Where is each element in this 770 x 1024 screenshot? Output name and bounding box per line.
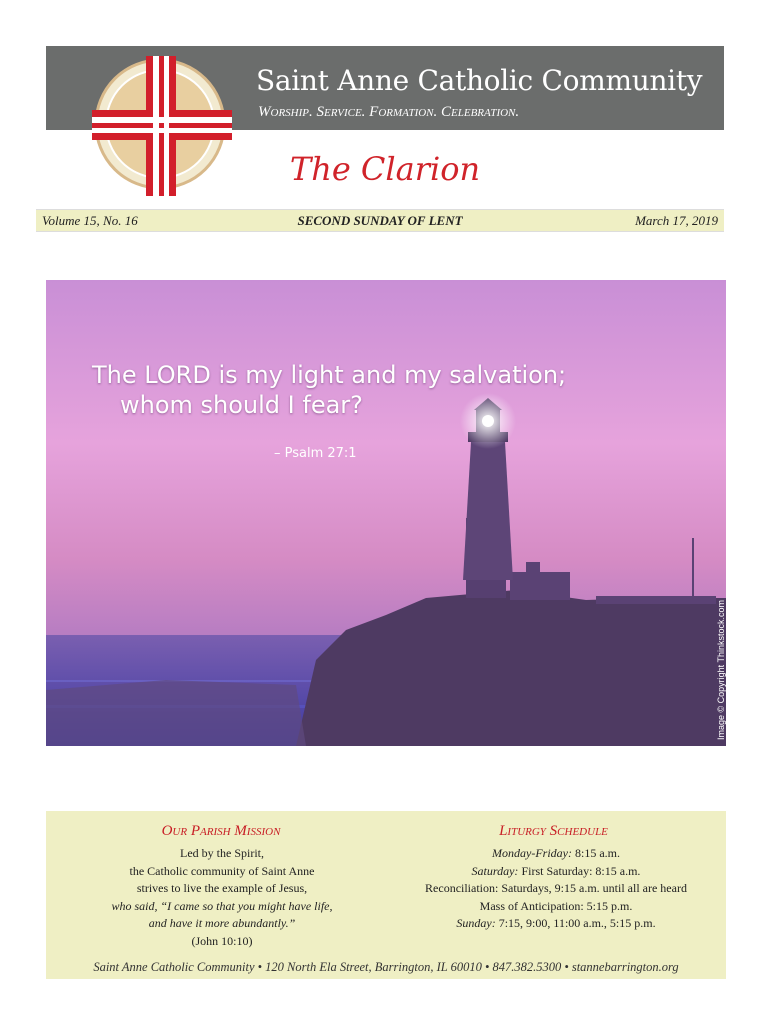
organization-name: Saint Anne Catholic Community xyxy=(256,64,703,97)
schedule-value: 7:15, 9:00, 11:00 a.m., 5:15 p.m. xyxy=(495,916,656,930)
mission-line: and have it more abundantly.” xyxy=(148,916,296,930)
liturgical-sunday: SECOND SUNDAY OF LENT xyxy=(297,213,463,228)
contact-footer: Saint Anne Catholic Community • 120 North Ela Street, Barrington, IL 60010 • 847.382.5300 • stannebarrington.org xyxy=(93,960,679,974)
schedule-item xyxy=(381,898,731,916)
schedule-value: Reconciliation: Saturdays, 9:15 a.m. until all are heard xyxy=(425,881,687,895)
schedule-label: Sunday: xyxy=(456,916,496,930)
liturgy-heading: Liturgy Schedule xyxy=(499,823,608,839)
issue-date: March 17, 2019 xyxy=(635,213,718,228)
info-panel xyxy=(46,811,726,979)
mission-line: Led by the Spirit, xyxy=(180,846,264,860)
liturgy-schedule xyxy=(381,845,731,933)
schedule-item xyxy=(381,880,731,898)
mission-statement xyxy=(46,845,398,950)
image-credit: Image © Copyright Thinkstock.com xyxy=(716,599,726,740)
schedule-item xyxy=(381,915,731,933)
newsletter-title: The Clarion xyxy=(289,150,481,188)
schedule-value: Mass of Anticipation: 5:15 p.m. xyxy=(479,898,633,913)
scripture-citation: – Psalm 27:1 xyxy=(274,446,357,461)
issue-info-bar xyxy=(36,209,724,232)
schedule-label: Monday-Friday: xyxy=(492,846,572,860)
volume-number: Volume 15, No. 16 xyxy=(42,213,138,228)
mission-line: strives to live the example of Jesus, xyxy=(136,881,308,895)
tagline: Worship. Service. Formation. Celebration. xyxy=(258,104,520,120)
schedule-value: 8:15 a.m. xyxy=(571,846,620,860)
mission-line: who said, “I came so that you might have life, xyxy=(111,898,333,913)
lighthouse-hero-image xyxy=(46,280,726,746)
schedule-item xyxy=(381,845,731,863)
schedule-item xyxy=(381,863,731,881)
quote-line-1: The LORD is my light and my salvation; xyxy=(92,361,567,389)
schedule-label: Saturday: xyxy=(471,863,519,878)
mission-line: (John 10:10) xyxy=(191,933,253,948)
mission-heading: Our Parish Mission xyxy=(161,823,281,839)
scripture-quote xyxy=(92,360,566,420)
schedule-value: First Saturday: 8:15 a.m. xyxy=(518,863,641,878)
mission-line: the Catholic community of Saint Anne xyxy=(129,863,315,878)
quote-line-2: whom should I fear? xyxy=(120,391,363,419)
